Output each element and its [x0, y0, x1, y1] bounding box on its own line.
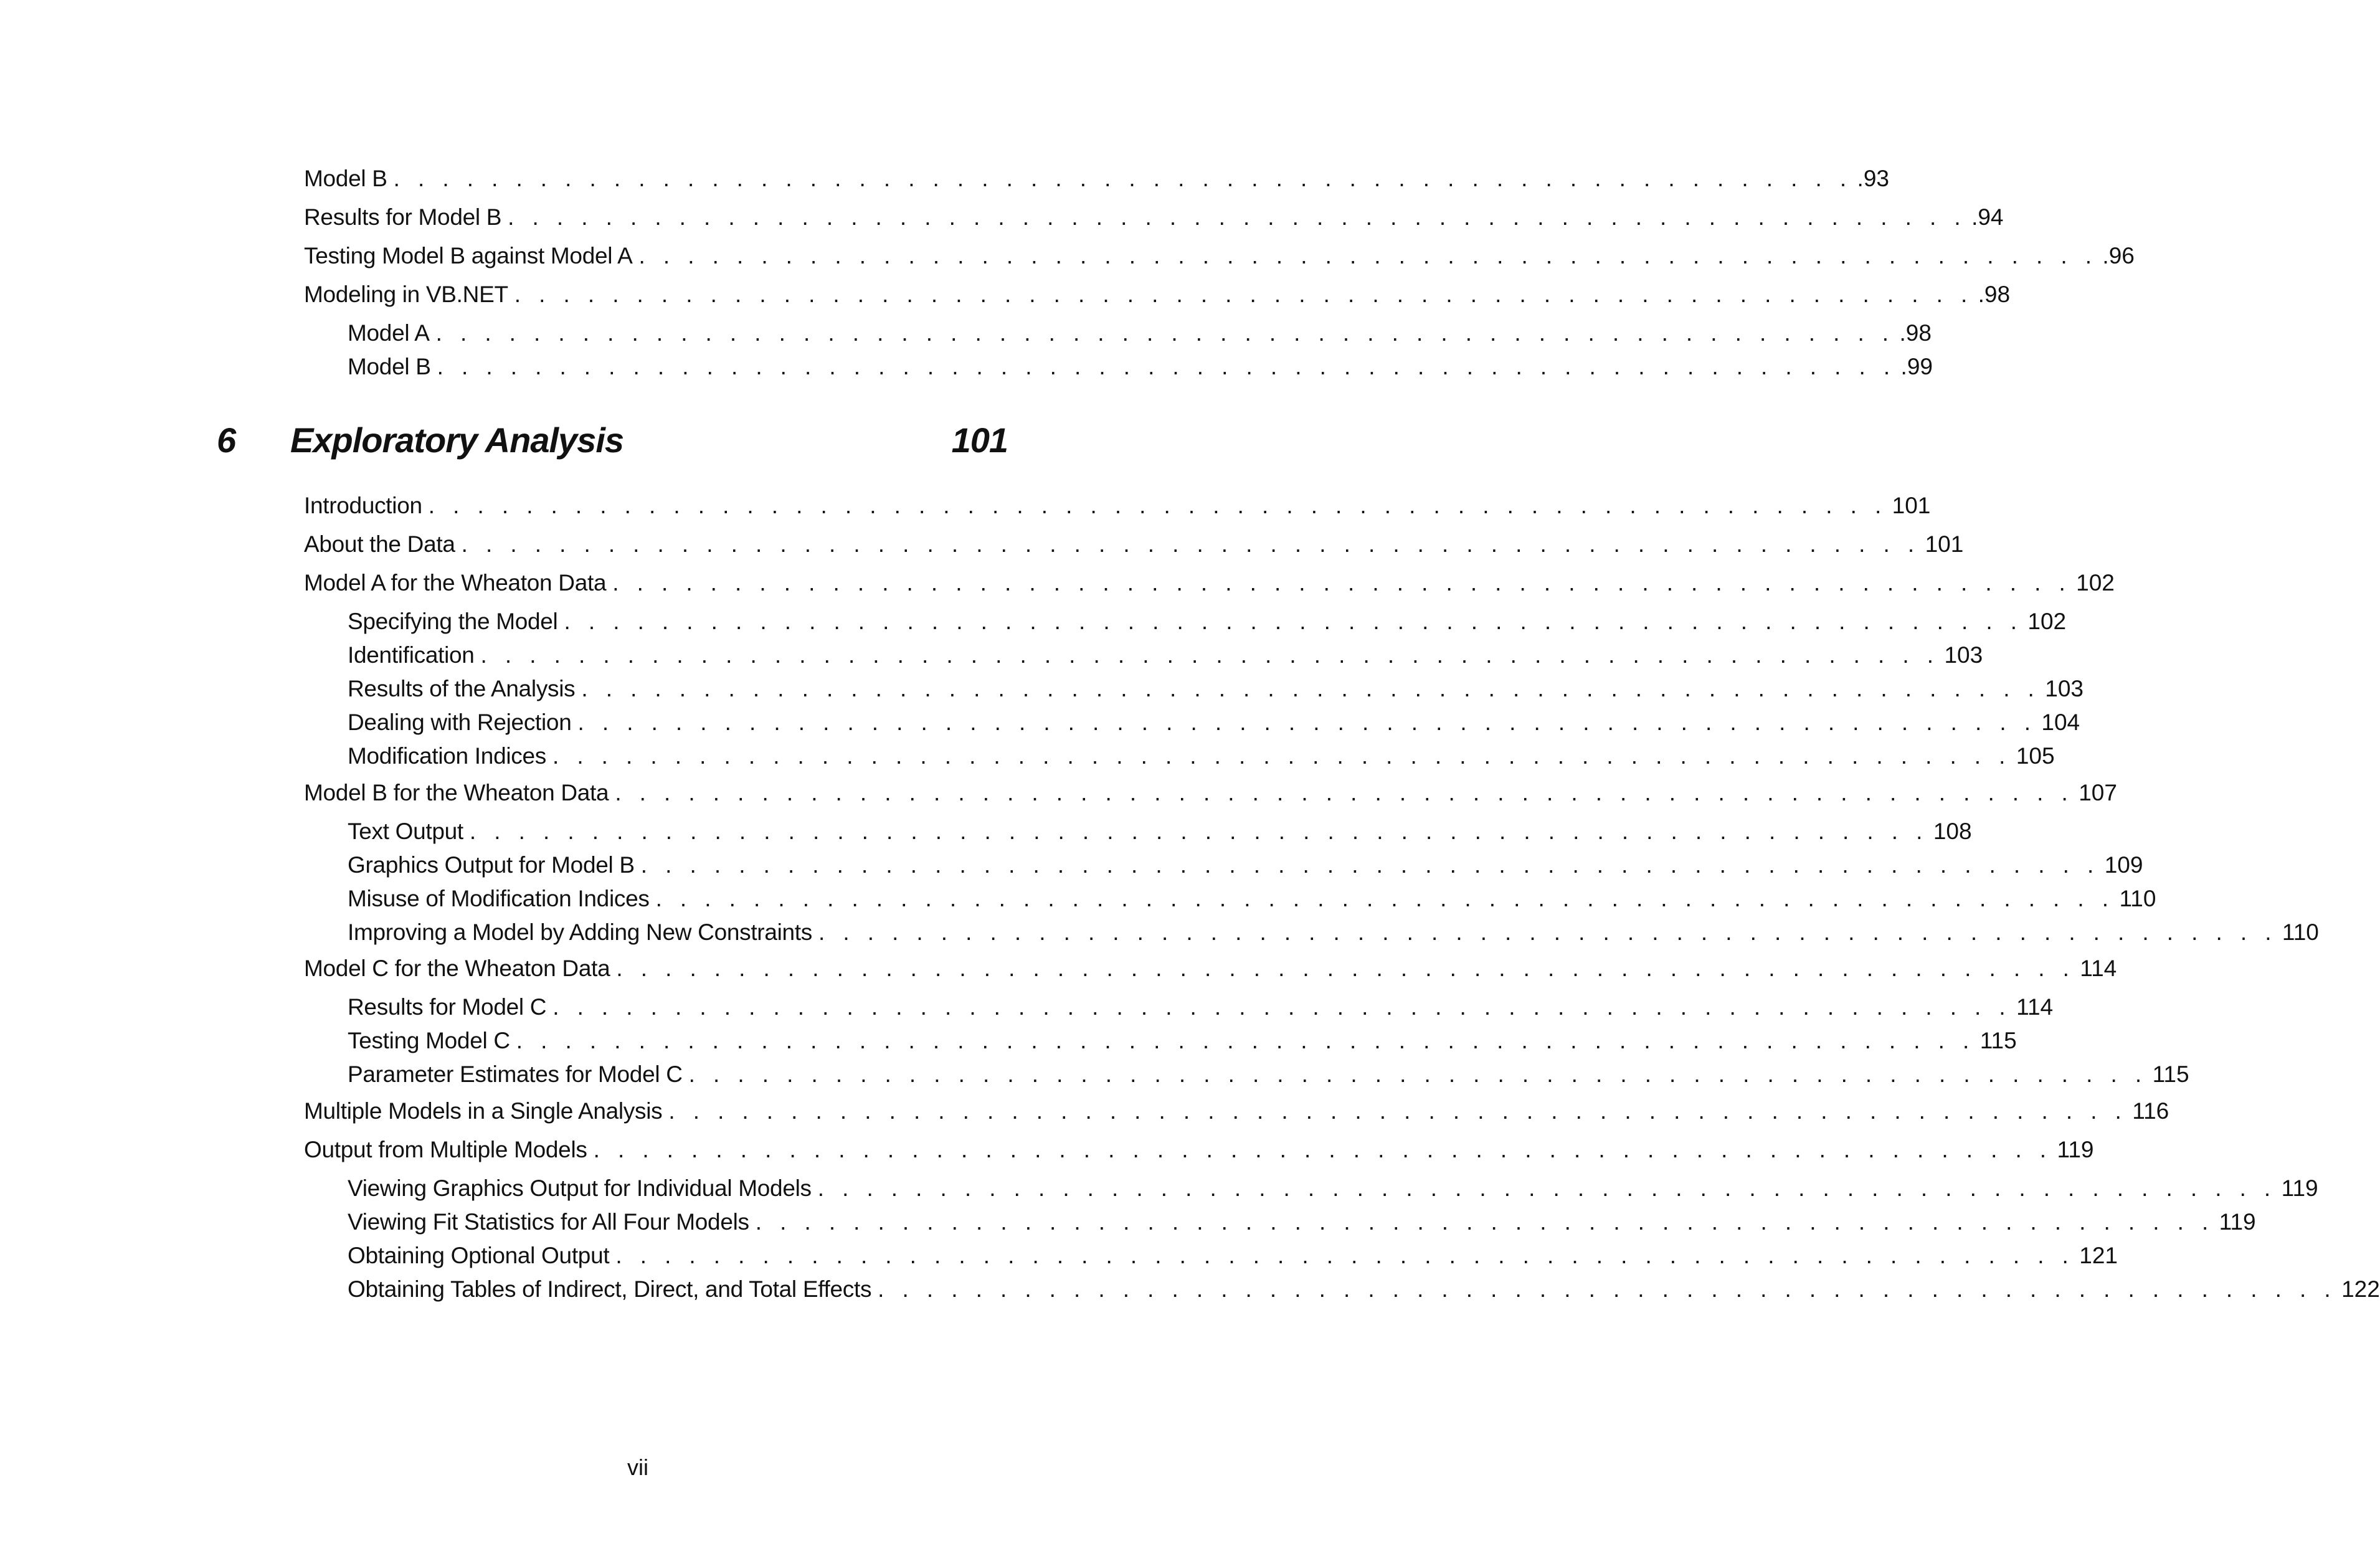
toc-entry-page: 108	[1933, 819, 1972, 844]
toc-entry-title: Output from Multiple Models	[304, 1137, 587, 1162]
toc-entry-page: .96	[2102, 243, 2135, 268]
dot-leader: . . . . . . . . . . . . . . . . . . . . . . . . . . . . . . . . . . . . . . . . . . . . . . . . . . . . . . . . . . . .	[615, 1243, 2075, 1268]
dot-leader: . . . . . . . . . . . . . . . . . . . . . . . . . . . . . . . . . . . . . . . . . . . . . . . . . . . . . . . . . . . .	[393, 166, 1852, 191]
dot-leader: . . . . . . . . . . . . . . . . . . . . . . . . . . . . . . . . . . . . . . . . . . . . . . . . . . . . . . . . . . . .	[437, 354, 1896, 379]
toc-subentry	[348, 883, 2156, 914]
dot-leader: . . . . . . . . . . . . . . . . . . . . . . . . . . . . . . . . . . . . . . . . . . . . . . . . . . . . . . . . . . . .	[552, 743, 2011, 769]
toc-subentry	[348, 1173, 2318, 1204]
toc-entry-page: 114	[2016, 994, 2054, 1020]
toc-subentry	[348, 1274, 2380, 1305]
dot-leader: . . . . . . . . . . . . . . . . . . . . . . . . . . . . . . . . . . . . . . . . . . . . . . . . . . . . . . . . . . . .	[564, 609, 2023, 634]
toc-entry-page: .98	[1978, 282, 2011, 307]
toc-entry-title: Specifying the Model	[348, 609, 558, 634]
chapter-number: 6	[217, 420, 236, 460]
toc-subentry	[348, 741, 2055, 772]
toc-entry	[304, 1096, 2169, 1127]
toc-entry-page: 122	[2341, 1276, 2380, 1302]
toc-entry-title: Dealing with Rejection	[348, 709, 572, 735]
toc-entry-title: Viewing Fit Statistics for All Four Models	[348, 1209, 749, 1235]
toc-entry-page: 110	[2282, 919, 2319, 945]
toc-entry-title: Model C for the Wheaton Data	[304, 956, 610, 981]
toc-entry-page: 115	[2152, 1061, 2189, 1087]
toc-entry	[304, 202, 2004, 233]
toc-subentry	[348, 1059, 2189, 1090]
toc-entry-page: 115	[1979, 1028, 2017, 1053]
dot-leader: . . . . . . . . . . . . . . . . . . . . . . . . . . . . . . . . . . . . . . . . . . . . . . . . . . . . . . . . . . . .	[818, 919, 2277, 945]
toc-entry-page: 102	[2076, 570, 2115, 596]
toc-entry-title: Introduction	[304, 493, 422, 518]
toc-entry-page: 119	[2057, 1137, 2094, 1162]
dot-leader: . . . . . . . . . . . . . . . . . . . . . . . . . . . . . . . . . . . . . . . . . . . . . . . . . . . . . . . . . . . .	[878, 1276, 2337, 1302]
toc-entry-title: Model B	[348, 354, 431, 379]
toc-entry-page: 101	[1892, 493, 1931, 518]
toc-subentry	[348, 673, 2084, 705]
dot-leader: . . . . . . . . . . . . . . . . . . . . . . . . . . . . . . . . . . . . . . . . . . . . . . . . . . . . . . . . . . . .	[480, 642, 1940, 668]
toc-entry-page: 121	[2079, 1243, 2118, 1268]
dot-leader: . . . . . . . . . . . . . . . . . . . . . . . . . . . . . . . . . . . . . . . . . . . . . . . . . . . . . . . . . . . .	[755, 1209, 2214, 1235]
dot-leader: . . . . . . . . . . . . . . . . . . . . . . . . . . . . . . . . . . . . . . . . . . . . . . . . . . . . . . . . . . . .	[612, 570, 2072, 596]
toc-entry-page: .94	[1971, 204, 2004, 230]
toc-entry-title: Identification	[348, 642, 475, 668]
toc-subentry	[348, 640, 1983, 671]
toc-entry	[304, 279, 2011, 310]
toc-entry-title: Model A	[348, 320, 430, 346]
dot-leader: . . . . . . . . . . . . . . . . . . . . . . . . . . . . . . . . . . . . . . . . . . . . . . . . . . . . . . . . . . . .	[508, 204, 1967, 230]
dot-leader: . . . . . . . . . . . . . . . . . . . . . . . . . . . . . . . . . . . . . . . . . . . . . . . . . . . . . . . . . . . .	[552, 994, 2012, 1020]
toc-entry	[304, 777, 2117, 809]
toc-entry-title: Improving a Model by Adding New Constraints	[348, 919, 812, 945]
dot-leader: . . . . . . . . . . . . . . . . . . . . . . . . . . . . . . . . . . . . . . . . . . . . . . . . . . . . . . . . . . . .	[593, 1137, 2052, 1162]
toc-entry	[304, 240, 2135, 272]
toc-entry	[304, 490, 1931, 521]
dot-leader: . . . . . . . . . . . . . . . . . . . . . . . . . . . . . . . . . . . . . . . . . . . . . . . . . . . . . . . . . . . .	[817, 1175, 2277, 1201]
toc-entry-page: 114	[2080, 956, 2117, 981]
toc-entry-page: 110	[2119, 886, 2156, 911]
toc-entry	[304, 529, 1964, 560]
dot-leader: . . . . . . . . . . . . . . . . . . . . . . . . . . . . . . . . . . . . . . . . . . . . . . . . . . . . . . . . . . . .	[435, 320, 1895, 346]
toc-subentry	[348, 1207, 2256, 1238]
toc-entry-page: 104	[2041, 709, 2080, 735]
chapter-title: Exploratory Analysis	[290, 420, 624, 460]
chapter-page: 101	[951, 420, 1008, 460]
page-number: vii	[627, 1454, 648, 1480]
dot-leader: . . . . . . . . . . . . . . . . . . . . . . . . . . . . . . . . . . . . . . . . . . . . . . . . . . . . . . . . . . . .	[638, 243, 2098, 268]
dot-leader: . . . . . . . . . . . . . . . . . . . . . . . . . . . . . . . . . . . . . . . . . . . . . . . . . . . . . . . . . . . .	[655, 886, 2115, 911]
dot-leader: . . . . . . . . . . . . . . . . . . . . . . . . . . . . . . . . . . . . . . . . . . . . . . . . . . . . . . . . . . . .	[581, 676, 2041, 701]
toc-entry-title: Testing Model C	[348, 1028, 510, 1053]
toc-entry-title: Text Output	[348, 819, 463, 844]
toc-entry-page: 107	[2079, 780, 2117, 805]
toc-entry-page: 103	[2045, 676, 2084, 701]
toc-entry-title: Model B for the Wheaton Data	[304, 780, 609, 805]
toc-entry	[304, 1134, 2094, 1165]
toc-entry-page: .93	[1857, 166, 1889, 191]
toc-entry-page: 103	[1944, 642, 1983, 668]
chapter-heading	[217, 419, 1008, 462]
dot-leader: . . . . . . . . . . . . . . . . . . . . . . . . . . . . . . . . . . . . . . . . . . . . . . . . . . . . . . . . . . . .	[688, 1061, 2148, 1087]
toc-entry-page: 116	[2132, 1098, 2169, 1124]
toc-subentry	[348, 816, 1972, 847]
toc-subentry	[348, 992, 2054, 1023]
toc-entry	[304, 953, 2117, 984]
toc-subentry	[348, 917, 2319, 948]
toc-entry-title: About the Data	[304, 531, 455, 557]
toc-entry-title: Model A for the Wheaton Data	[304, 570, 607, 596]
toc-entry-title: Model B	[304, 166, 387, 191]
toc-entry-page: 109	[2104, 852, 2143, 878]
dot-leader: . . . . . . . . . . . . . . . . . . . . . . . . . . . . . . . . . . . . . . . . . . . . . . . . . . . . . . . . . . . .	[616, 956, 2075, 981]
toc-subentry	[348, 318, 1932, 349]
toc-entry-title: Obtaining Optional Output	[348, 1243, 610, 1268]
toc-entry-title: Results for Model C	[348, 994, 547, 1020]
toc-subentry	[348, 1025, 2017, 1056]
dot-leader: . . . . . . . . . . . . . . . . . . . . . . . . . . . . . . . . . . . . . . . . . . . . . . . . . . . . . . . . . . . .	[514, 282, 1973, 307]
toc-entry-title: Parameter Estimates for Model C	[348, 1061, 683, 1087]
toc-entry-title: Viewing Graphics Output for Individual Models	[348, 1175, 812, 1201]
toc-entry-title: Results for Model B	[304, 204, 502, 230]
toc-entry-page: 119	[2219, 1209, 2256, 1235]
dot-leader: . . . . . . . . . . . . . . . . . . . . . . . . . . . . . . . . . . . . . . . . . . . . . . . . . . . . . . . . . . . .	[668, 1098, 2128, 1124]
toc-subentry	[348, 707, 2080, 738]
toc-entry	[304, 163, 1889, 194]
dot-leader: . . . . . . . . . . . . . . . . . . . . . . . . . . . . . . . . . . . . . . . . . . . . . . . . . . . . . . . . . . . .	[516, 1028, 1975, 1053]
dot-leader: . . . . . . . . . . . . . . . . . . . . . . . . . . . . . . . . . . . . . . . . . . . . . . . . . . . . . . . . . . . .	[640, 852, 2100, 878]
toc-entry-page: 102	[2027, 609, 2067, 634]
toc-entry-page: 105	[2016, 743, 2055, 769]
toc-entry-title: Modeling in VB.NET	[304, 282, 508, 307]
dot-leader: . . . . . . . . . . . . . . . . . . . . . . . . . . . . . . . . . . . . . . . . . . . . . . . . . . . . . . . . . . . .	[615, 780, 2074, 805]
toc-subentry	[348, 351, 1933, 382]
toc-entry-title: Misuse of Modification Indices	[348, 886, 650, 911]
toc-entry-page: .99	[1900, 354, 1933, 379]
dot-leader: . . . . . . . . . . . . . . . . . . . . . . . . . . . . . . . . . . . . . . . . . . . . . . . . . . . . . . . . . . . .	[577, 709, 2037, 735]
toc-subentry	[348, 850, 2143, 881]
toc-subentry	[348, 606, 2067, 637]
dot-leader: . . . . . . . . . . . . . . . . . . . . . . . . . . . . . . . . . . . . . . . . . . . . . . . . . . . . . . . . . . . .	[428, 493, 1887, 518]
toc-entry-title: Obtaining Tables of Indirect, Direct, and Total Effects	[348, 1276, 872, 1302]
toc-entry-title: Testing Model B against Model A	[304, 243, 633, 268]
dot-leader: . . . . . . . . . . . . . . . . . . . . . . . . . . . . . . . . . . . . . . . . . . . . . . . . . . . . . . . . . . . .	[469, 819, 1928, 844]
toc-entry-page: 119	[2281, 1175, 2318, 1201]
toc-entry-title: Modification Indices	[348, 743, 546, 769]
toc-entry-title: Results of the Analysis	[348, 676, 576, 701]
toc-entry-title: Multiple Models in a Single Analysis	[304, 1098, 663, 1124]
toc-entry-title: Graphics Output for Model B	[348, 852, 635, 878]
toc-subentry	[348, 1240, 2118, 1271]
toc-entry-page: 101	[1925, 531, 1964, 557]
dot-leader: . . . . . . . . . . . . . . . . . . . . . . . . . . . . . . . . . . . . . . . . . . . . . . . . . . . . . . . . . . . .	[461, 531, 1920, 557]
toc-entry-page: .98	[1899, 320, 1932, 346]
toc-entry	[304, 567, 2115, 599]
